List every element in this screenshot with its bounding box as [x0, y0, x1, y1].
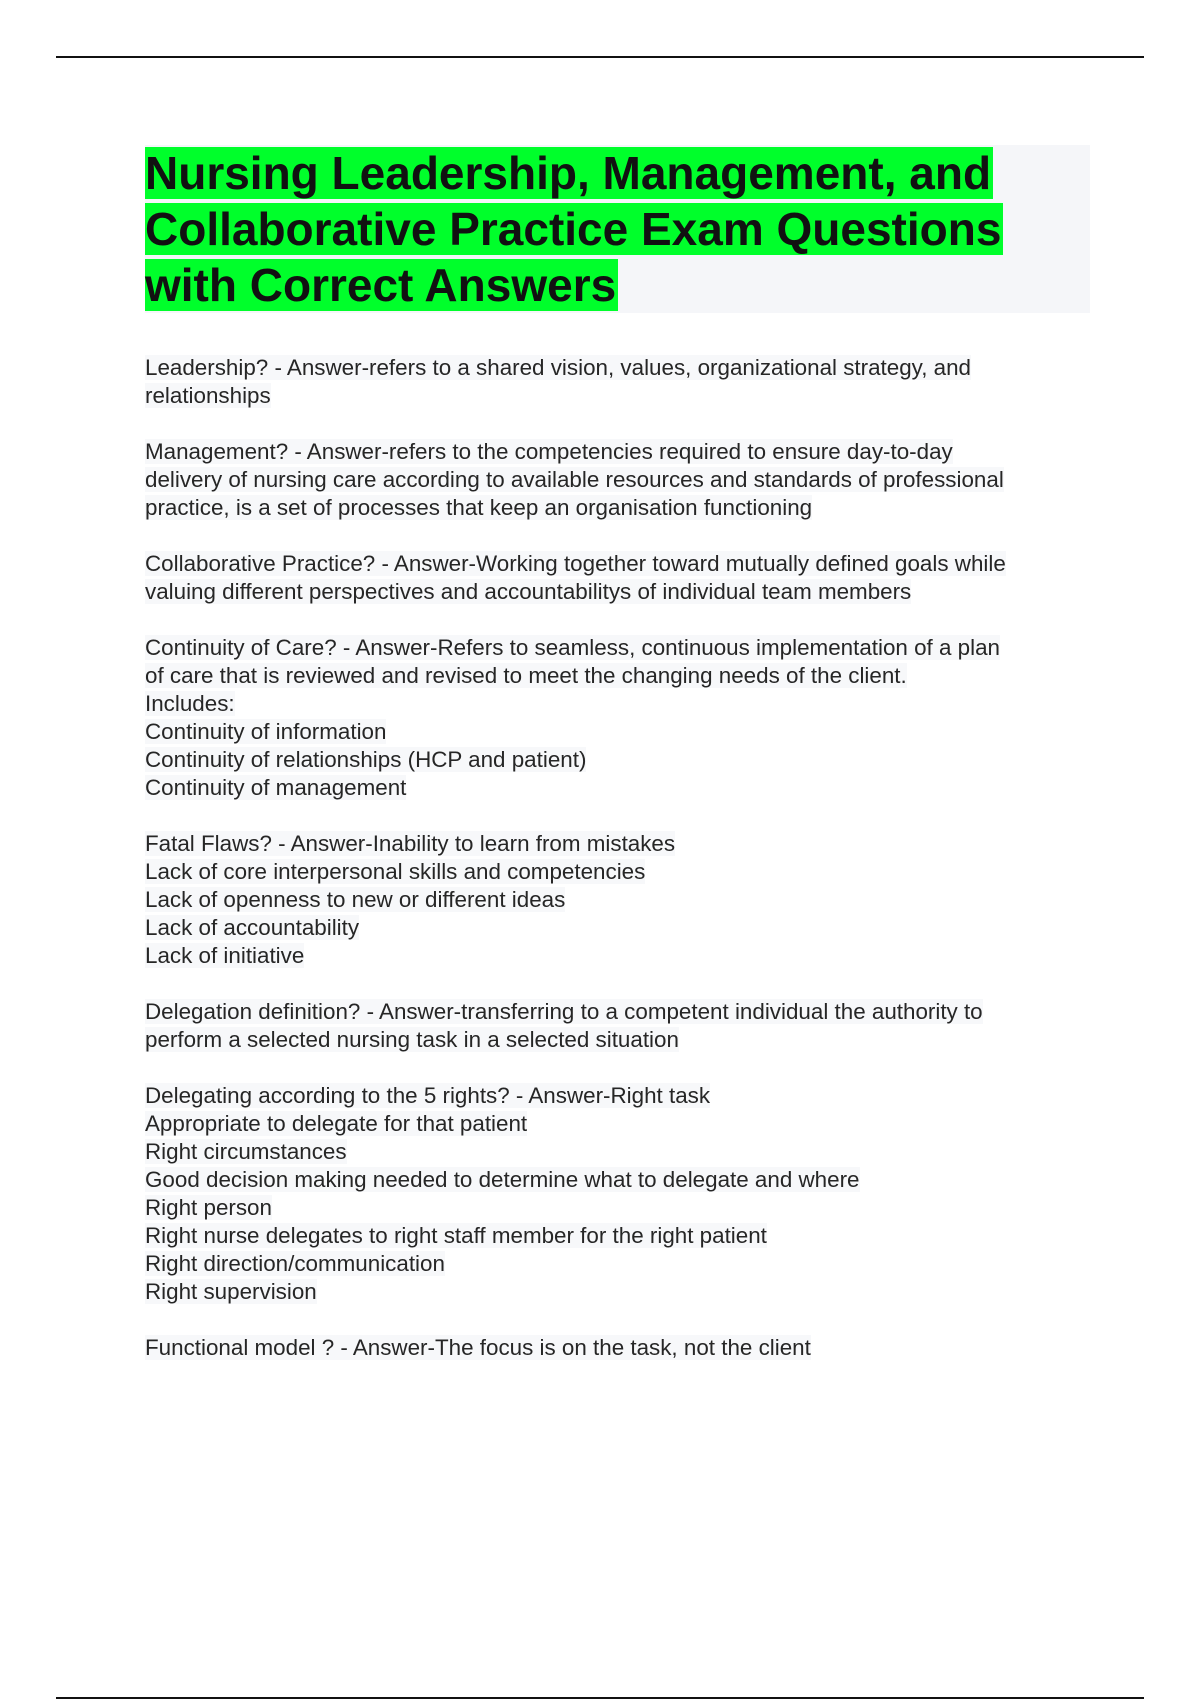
qa-item — [145, 550, 1090, 606]
qa-answer-line — [145, 1138, 1090, 1166]
qa-answer-line — [145, 746, 1090, 774]
qa-answer-line — [145, 1026, 1090, 1054]
qa-line-text: Lack of openness to new or different ideas — [145, 887, 566, 912]
qa-line-text: Delegating according to the 5 rights? - Answer-Right task — [145, 1083, 711, 1108]
qa-answer-line — [145, 578, 1090, 606]
qa-line-text: relationships — [145, 383, 271, 408]
title-line-1: Nursing Leadership, Management, and — [145, 147, 992, 199]
document-title — [145, 145, 1090, 313]
qa-question-line — [145, 1082, 1090, 1110]
bottom-rule — [56, 1697, 1144, 1699]
qa-item — [145, 1082, 1090, 1306]
qa-answer-line — [145, 858, 1090, 886]
qa-answer-line — [145, 466, 1090, 494]
qa-answer-line — [145, 494, 1090, 522]
qa-line-text: Lack of initiative — [145, 943, 305, 968]
qa-item — [145, 998, 1090, 1054]
qa-line-text: Continuity of Care? - Answer-Refers to seamless, continuous implementation of a plan — [145, 635, 1000, 660]
qa-line-text: Continuity of relationships (HCP and patient) — [145, 747, 587, 772]
qa-item — [145, 634, 1090, 802]
qa-answer-line — [145, 1166, 1090, 1194]
qa-answer-line — [145, 774, 1090, 802]
qa-line-text: Fatal Flaws? - Answer-Inability to learn from mistakes — [145, 831, 676, 856]
qa-answer-line — [145, 1278, 1090, 1306]
qa-line-text: Lack of core interpersonal skills and competencies — [145, 859, 646, 884]
qa-line-text: Continuity of management — [145, 775, 407, 800]
qa-line-text: Right nurse delegates to right staff member for the right patient — [145, 1223, 767, 1248]
qa-line-text: Collaborative Practice? - Answer-Working together toward mutually defined goals while — [145, 551, 1006, 576]
qa-line-text: Right supervision — [145, 1279, 317, 1304]
qa-line-text: Management? - Answer-refers to the competencies required to ensure day-to-day — [145, 439, 953, 464]
qa-answer-line — [145, 662, 1090, 690]
qa-question-line — [145, 634, 1090, 662]
qa-line-text: Lack of accountability — [145, 915, 360, 940]
qa-answer-line — [145, 914, 1090, 942]
title-line-2: Collaborative Practice Exam Questions — [145, 203, 1002, 255]
title-line-3: with Correct Answers — [145, 259, 617, 311]
qa-line-text: Right direction/communication — [145, 1251, 445, 1276]
qa-line-text: Functional model ? - Answer-The focus is on the task, not the client — [145, 1335, 811, 1360]
qa-answer-line — [145, 1250, 1090, 1278]
qa-question-line — [145, 1334, 1090, 1362]
qa-answer-line — [145, 718, 1090, 746]
qa-line-text: Good decision making needed to determine what to delegate and where — [145, 1167, 860, 1192]
qa-line-text: Appropriate to delegate for that patient — [145, 1111, 528, 1136]
qa-line-text: of care that is reviewed and revised to meet the changing needs of the client. — [145, 663, 907, 688]
qa-answer-line — [145, 690, 1090, 718]
qa-item — [145, 438, 1090, 522]
title-block — [145, 145, 1090, 313]
qa-line-text: Includes: — [145, 691, 235, 716]
top-rule — [56, 56, 1144, 58]
qa-line-text: Right person — [145, 1195, 272, 1220]
qa-item — [145, 830, 1090, 970]
qa-item — [145, 1334, 1090, 1362]
qa-question-line — [145, 438, 1090, 466]
qa-list — [145, 354, 1090, 1390]
qa-answer-line — [145, 1222, 1090, 1250]
qa-answer-line — [145, 942, 1090, 970]
qa-answer-line — [145, 886, 1090, 914]
qa-line-text: Right circumstances — [145, 1139, 347, 1164]
qa-question-line — [145, 830, 1090, 858]
qa-line-text: valuing different perspectives and accountabilitys of individual team members — [145, 579, 912, 604]
qa-question-line — [145, 550, 1090, 578]
qa-line-text: Leadership? - Answer-refers to a shared vision, values, organizational strategy, and — [145, 355, 972, 380]
qa-answer-line — [145, 382, 1090, 410]
qa-line-text: Continuity of information — [145, 719, 387, 744]
qa-question-line — [145, 354, 1090, 382]
qa-line-text: delivery of nursing care according to available resources and standards of professional — [145, 467, 1004, 492]
qa-line-text: Delegation definition? - Answer-transferring to a competent individual the authority to — [145, 999, 983, 1024]
qa-item — [145, 354, 1090, 410]
qa-line-text: perform a selected nursing task in a selected situation — [145, 1027, 679, 1052]
qa-answer-line — [145, 1110, 1090, 1138]
qa-answer-line — [145, 1194, 1090, 1222]
qa-question-line — [145, 998, 1090, 1026]
qa-line-text: practice, is a set of processes that keep an organisation functioning — [145, 495, 813, 520]
